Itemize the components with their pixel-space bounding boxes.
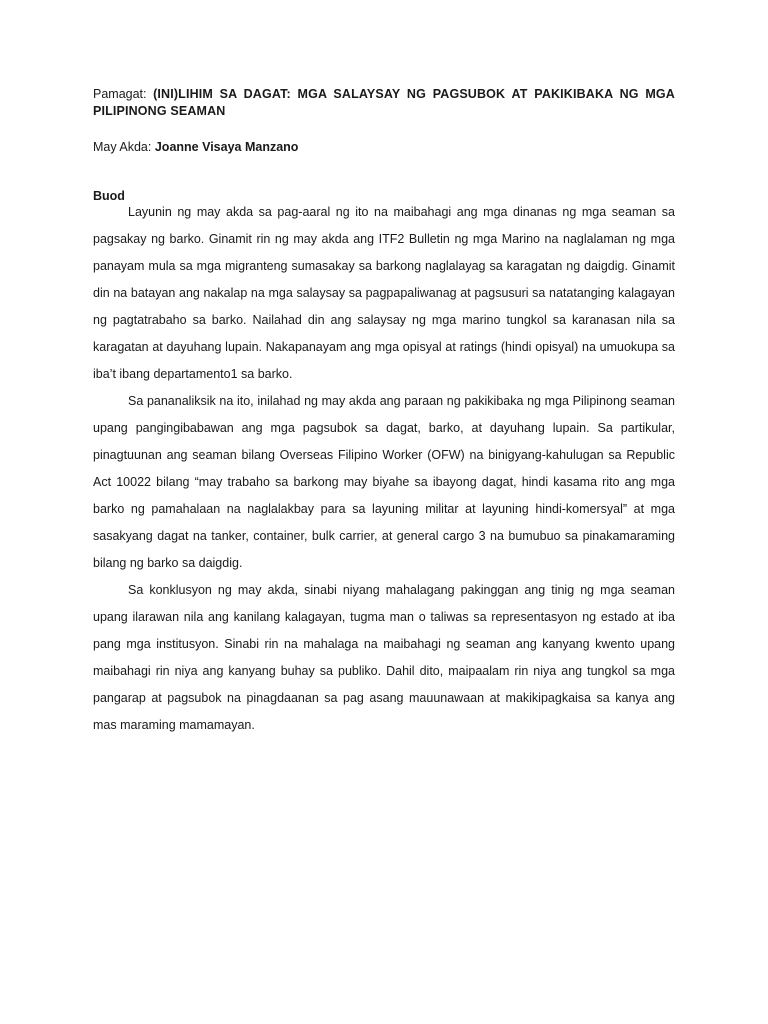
author-name: Joanne Visaya Manzano xyxy=(154,140,299,154)
title-label: Pamagat: xyxy=(93,87,147,101)
paragraph: Sa konklusyon ng may akda, sinabi niyang mahalagang pakinggan ang tinig ng mga seaman upang ilarawan nila ang kanilang kalagayan, tugma man o taliwas sa representasyon ng estado at iba pang mga institusyon. Sinabi rin na mahalaga na maibahagi ng seaman ang kanyang kwento upang maibahagi rin niya ang kanyang buhay sa publiko. Dahil dito, maipaalam rin niya ang tungkol sa mga pangarap at pagsubok na pinagdaanan sa pag asang mauunawaan at makikipagkaisa sa kanya ang mas maraming mamamayan. xyxy=(93,583,675,732)
author-line xyxy=(93,139,675,156)
summary-body xyxy=(93,199,675,739)
document-title: (INI)LIHIM SA DAGAT: MGA SALAYSAY NG PAGSUBOK AT PAKIKIBAKA NG MGA PILIPINONG SEAMAN xyxy=(93,87,675,118)
document-content xyxy=(93,86,675,739)
section-heading: Buod xyxy=(93,189,125,203)
author-label: May Akda: xyxy=(93,140,152,154)
title-line xyxy=(93,86,675,120)
paragraph: Layunin ng may akda sa pag-aaral ng ito na maibahagi ang mga dinanas ng mga seaman sa pagsakay ng barko. Ginamit rin ng may akda ang ITF2 Bulletin ng mga Marino na naglalaman ng mga panayam mula sa mga migranteng sumasakay sa barkong naglalayag sa karagatan ng daigdig. Ginamit din na batayan ang nakalap na mga salaysay sa pagpapaliwanag at pagsusuri sa natatanging kalagayan ng pagtatrabaho sa barko. Nailahad din ang salaysay ng mga marino tungkol sa karanasan nila sa karagatan at dayuhang lupain. Nakapanayam ang mga opisyal at ratings (hindi opisyal) na umuokupa sa iba’t ibang departamento1 sa barko. xyxy=(93,205,675,381)
paragraph: Sa pananaliksik na ito, inilahad ng may akda ang paraan ng pakikibaka ng mga Pilipinong seaman upang pangingibabawan ang mga pagsubok sa dagat, barko, at dayuhang lupain. Sa partikular, pinagtuunan ang seaman bilang Overseas Filipino Worker (OFW) na binigyang-kahulugan sa Republic Act 10022 bilang “may trabaho sa barkong may biyahe sa ibayong dagat, hindi kasama rito ang mga barko ng pamahalaan na naglalakbay para sa layuning militar at layuning hindi-komersyal” at mga sasakyang dagat na tanker, container, bulk carrier, at general cargo 3 na bumubuo sa pinakamaraming bilang ng barko sa daigdig. xyxy=(93,394,675,570)
